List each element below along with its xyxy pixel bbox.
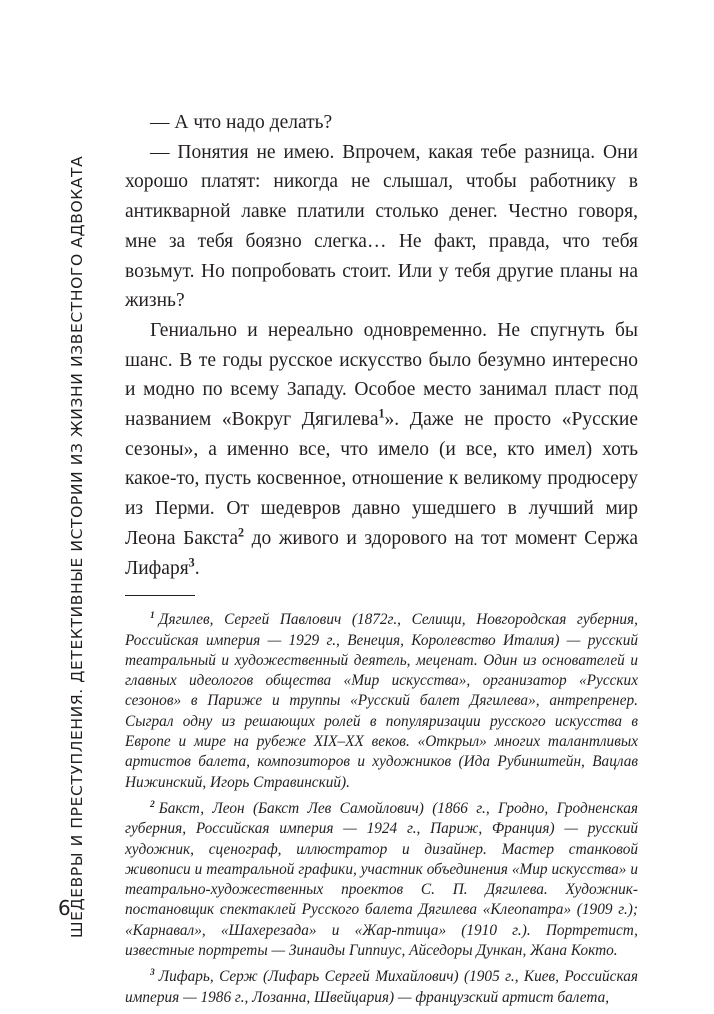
footnote-text: Лифарь, Серж (Лифарь Сергей Михайлович) (1905 г., Киев, Российская империя — 1986 г., Лозанна, Швейцария) — французский артист балета, (125, 968, 638, 1006)
paragraph: — А что надо делать? (150, 112, 333, 133)
footnote-number: 2 (150, 799, 155, 810)
footnote-number: 1 (150, 611, 155, 622)
text-run: Гениально и нереально одновременно. Не спугнуть бы шанс. В те годы русское искусство было безумно интересно и модно по всему Западу. Особое место занимал пласт под названием «Вокруг Дягилева (125, 319, 638, 431)
footnote-text: Бакст, Леон (Бакст Лев Самойлович) (1866 г., Гродно, Гродненская губерния, Российская империя — 1924 г., Париж, Франция) — русский художник, сценограф, иллюстратор и дизайнер. Мастер станковой живописи и театральной графики, участник объединения «Мир искусства» и театрально-художественных проектов С. П. Дягилева. Художник-постановщик спектаклей Русского балета Дягилева «Клеопатра» (1909 г.); «Карнавал», «Шахерезада» и «Жар-птица» (1910 г.). Портретист, известные портреты — Зинаиды Гиппиус, Айседоры Дункан, Жана Кокто. (125, 799, 638, 959)
footnote-number: 3 (150, 968, 155, 979)
text-run: . (194, 557, 200, 579)
footnote (125, 799, 638, 961)
footnotes (125, 610, 638, 1008)
footnote-divider (125, 595, 195, 596)
paragraph: — Понятия не имею. Впрочем, какая тебе разница. Они хорошо платят: никогда не слышал, чтобы работнику в антикварной лавке платили столько денег. Честно говоря, мне за тебя боязно слегка… Не факт, правда, что тебя возьмут. Но попробовать стоит. Или у тебя другие планы на жизнь? (125, 141, 638, 312)
footnote-ref[interactable]: 3 (188, 555, 195, 570)
text-run: до живого и здорового на тот момент Сержа Лифаря (125, 527, 638, 579)
text-run: ». Даже не просто «Русские сезоны», а именно все, что имело (и все, кто имел) хоть какое-то, пусть косвенное, отношение к великому продюсеру из Перми. От шедевров давно ушедшего в лучший мир Леона Бакста (125, 409, 638, 549)
footnote (125, 610, 638, 793)
main-text (125, 108, 638, 1014)
footnote-ref[interactable]: 2 (238, 525, 245, 540)
paragraph (125, 316, 638, 583)
footnote (125, 967, 638, 1008)
page-number: 6 (58, 896, 71, 920)
running-head: ШЕДЕВРЫ И ПРЕСТУПЛЕНИЯ. ДЕТЕКТИВНЫЕ ИСТОРИИ ИЗ ЖИЗНИ ИЗВЕСТНОГО АДВОКАТА (68, 155, 86, 938)
footnote-ref[interactable]: 1 (378, 406, 385, 421)
footnote-text: Дягилев, Сергей Павлович (1872г., Селищи, Новгородская губерния, Российская империя — 1929 г., Венеция, Королевство Италия) — русский театральный и художественный деятель, меценат. Один из основателей и главных идеологов общества «Мир искусства», организатор «Русских сезонов» в Париже и труппы «Русский балет Дягилева», антрепренер. Сыграл одну из решающих ролей в популяризации русского искусства в Европе и мире на рубеже XIX–XX веков. «Открыл» многих талантливых артистов балета, композиторов и художников (Ида Рубинштейн, Вацлав Нижинский, Игорь Стравинский). (125, 611, 638, 791)
